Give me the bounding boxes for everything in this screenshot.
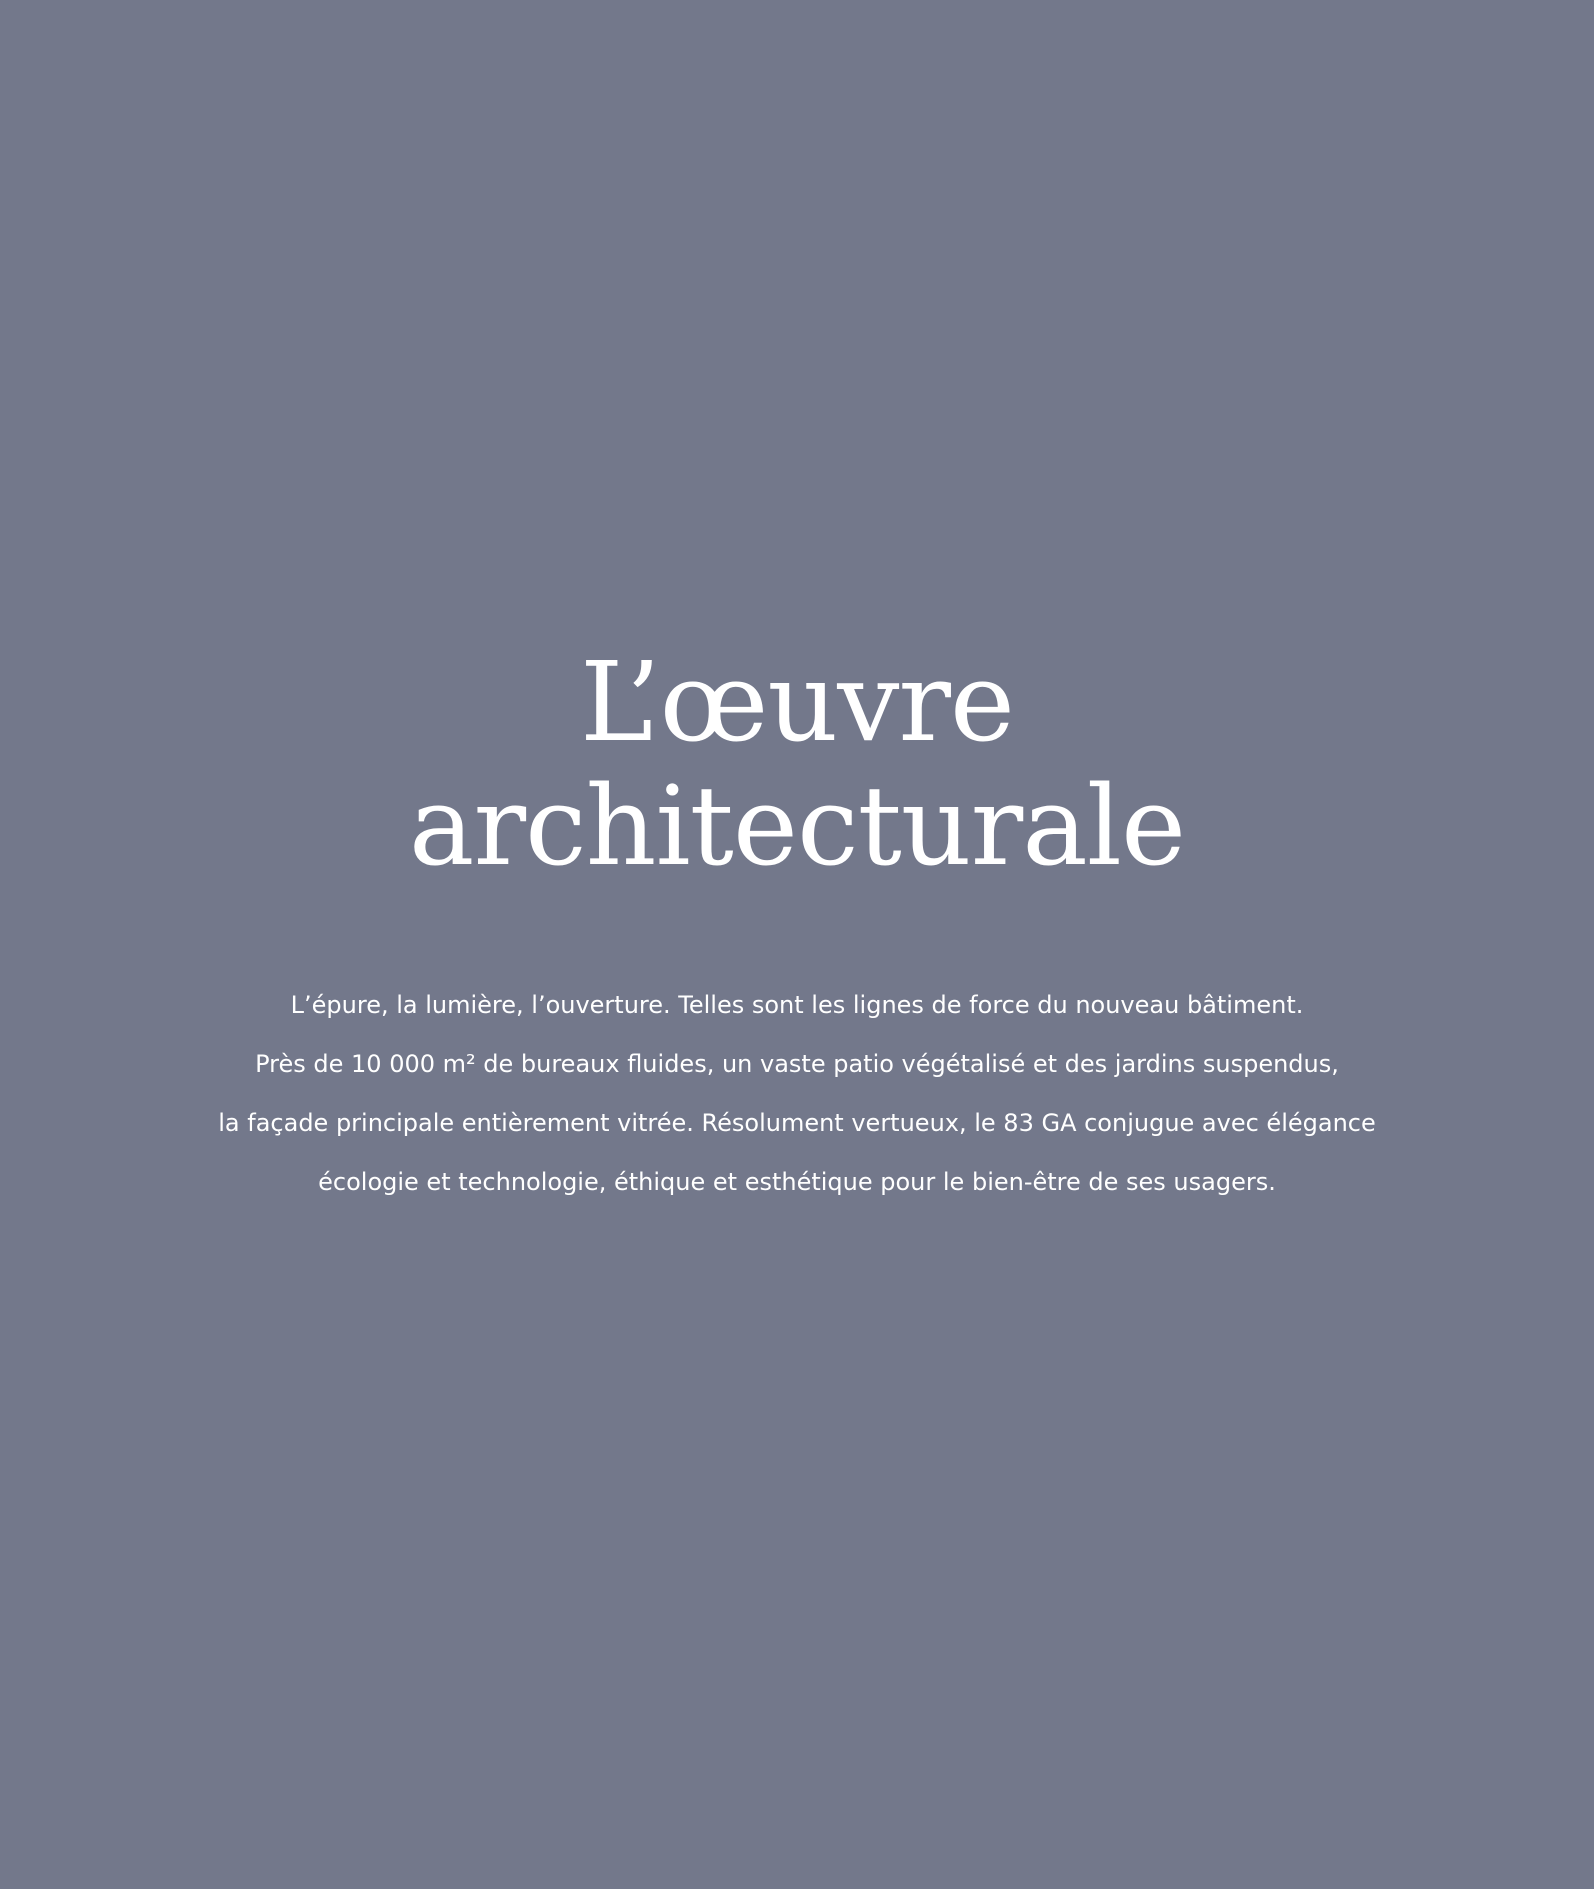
paragraph-line-3: la façade principale entièrement vitrée. Résolument vertueux, le 83 GA conjugue avec élégance: [218, 1109, 1376, 1137]
title-line-1: L’œuvre: [579, 638, 1015, 766]
title-line-2: architecturale: [408, 762, 1186, 890]
paragraph-line-2: Près de 10 000 m² de bureaux fluides, un vaste patio végétalisé et des jardins suspendus,: [255, 1050, 1339, 1078]
paragraph-line-4: écologie et technologie, éthique et esthétique pour le bien-être de ses usagers.: [318, 1168, 1276, 1196]
page-title: [0, 640, 1594, 888]
paragraph-line-1: L’épure, la lumière, l’ouverture. Telles sont les lignes de force du nouveau bâtiment.: [290, 991, 1304, 1019]
intro-paragraph: [0, 976, 1594, 1212]
